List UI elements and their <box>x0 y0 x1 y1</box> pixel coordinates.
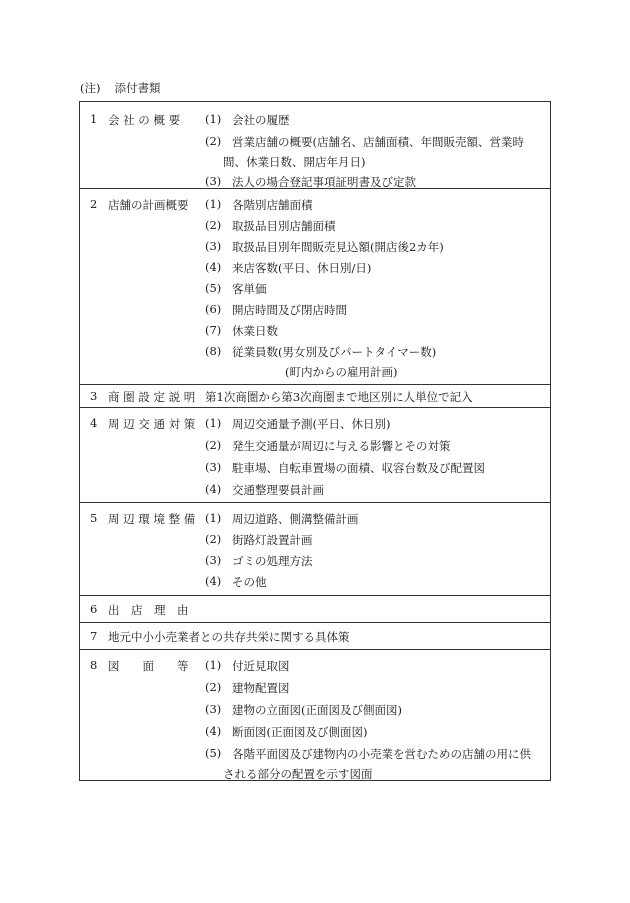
item-number: (5) <box>205 281 222 295</box>
item-number: (2) <box>205 134 222 148</box>
item-text: 交通整理要員計画 <box>232 483 324 497</box>
section-title: 周 辺 交 通 対 策 <box>108 417 196 431</box>
section-number: 5 <box>90 511 98 525</box>
item-number: (6) <box>205 302 222 316</box>
item-text: 会社の履歴 <box>232 113 290 127</box>
section-3 <box>80 385 551 408</box>
item-number: (2) <box>205 438 222 452</box>
item-text-continued: される部分の配置を示す図面 <box>223 767 373 781</box>
section-5 <box>80 503 551 596</box>
item-number: (3) <box>205 553 222 567</box>
item-number: (3) <box>205 239 222 253</box>
section-inline-text: 第1次商圏から第3次商圏まで地区別に人単位で記入 <box>205 390 473 404</box>
section-title: 商 圏 設 定 説 明 <box>108 390 196 404</box>
section-7 <box>80 623 551 650</box>
section-number: 7 <box>90 629 98 643</box>
item-text-continued: 間、休業日数、開店年月日) <box>223 155 366 169</box>
item-text: 断面図(正面図及び側面図) <box>232 725 368 739</box>
item-text: 従業員数(男女別及びパートタイマー数) <box>232 345 437 359</box>
item-text: 法人の場合登記事項証明書及び定款 <box>232 175 416 189</box>
item-text: 各階平面図及び建物内の小売業を営むための店舗の用に供 <box>232 747 531 761</box>
item-number: (4) <box>205 574 222 588</box>
item-text: 休業日数 <box>232 324 278 338</box>
item-number: (3) <box>205 460 222 474</box>
item-number: (4) <box>205 482 222 496</box>
item-text: ゴミの処理方法 <box>232 554 313 568</box>
item-number: (3) <box>205 702 222 716</box>
item-text: 取扱品目別年間販売見込額(開店後2カ年) <box>232 240 444 254</box>
section-8 <box>80 650 551 781</box>
item-text: 開店時間及び閉店時間 <box>232 303 347 317</box>
item-number: (2) <box>205 218 222 232</box>
section-4 <box>80 408 551 503</box>
section-6 <box>80 596 551 623</box>
note-label: 添付書類 <box>114 81 161 95</box>
item-number: (7) <box>205 323 222 337</box>
item-text: 営業店舗の概要(店舗名、店舗面積、年間販売額、営業時 <box>232 135 524 149</box>
section-number: 8 <box>90 658 98 672</box>
section-title: 地元中小小売業者との共存共栄に関する具体策 <box>108 630 350 644</box>
item-number: (3) <box>205 174 222 188</box>
attachment-note <box>80 80 174 96</box>
note-marker: (注) <box>80 81 101 95</box>
item-number: (1) <box>205 416 222 430</box>
section-number: 1 <box>90 112 98 126</box>
item-number: (1) <box>205 511 222 525</box>
item-text: 各階別店舗面積 <box>232 198 313 212</box>
item-text: 街路灯設置計画 <box>232 533 313 547</box>
item-number: (4) <box>205 724 222 738</box>
item-text: 取扱品目別店舗面積 <box>232 219 336 233</box>
item-text: 発生交通量が周辺に与える影響とその対策 <box>232 439 451 453</box>
item-text: 周辺交通量予測(平日、休日別) <box>232 417 391 431</box>
item-number: (2) <box>205 680 222 694</box>
section-title: 会 社 の 概 要 <box>108 113 181 127</box>
attachment-table <box>79 101 551 781</box>
item-text: 来店客数(平日、休日別/日) <box>232 261 372 275</box>
item-text-continued: (町内からの雇用計画) <box>285 365 398 379</box>
item-text: 駐車場、自転車置場の面積、収容台数及び配置図 <box>232 461 485 475</box>
section-title: 店舗の計画概要 <box>108 198 189 212</box>
item-text: その他 <box>232 575 267 589</box>
section-title: 出 店 理 由 <box>108 603 189 617</box>
item-text: 建物の立面図(正面図及び側面図) <box>232 703 402 717</box>
section-1 <box>80 102 551 189</box>
item-number: (5) <box>205 746 222 760</box>
section-number: 4 <box>90 416 98 430</box>
item-text: 周辺道路、側溝整備計画 <box>232 512 359 526</box>
section-title: 図 面 等 <box>108 659 189 673</box>
section-title: 周 辺 環 境 整 備 <box>108 512 196 526</box>
item-text: 付近見取図 <box>232 659 290 673</box>
item-number: (1) <box>205 658 222 672</box>
item-number: (1) <box>205 197 222 211</box>
item-text: 建物配置図 <box>232 681 290 695</box>
section-number: 3 <box>90 389 98 403</box>
item-number: (2) <box>205 532 222 546</box>
item-number: (4) <box>205 260 222 274</box>
item-text: 客単価 <box>232 282 267 296</box>
section-2 <box>80 189 551 385</box>
section-number: 2 <box>90 197 98 211</box>
item-number: (8) <box>205 344 222 358</box>
item-number: (1) <box>205 112 222 126</box>
section-number: 6 <box>90 602 98 616</box>
